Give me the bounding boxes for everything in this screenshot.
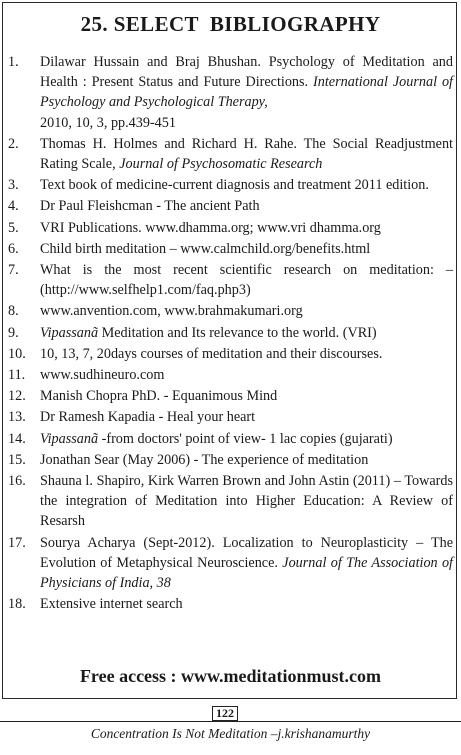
- entry-segment: Shauna l. Shapiro, Kirk Warren Brown and John Astin (2011) – Towards the integration of Meditation into Higher Education: A Review of Resarsh: [40, 473, 453, 530]
- entry-segment: Child birth meditation – www.calmchild.org/benefits.html: [40, 240, 371, 257]
- entry-text: [40, 323, 453, 343]
- entry-number: 8.: [8, 303, 19, 320]
- entry-number: 14.: [8, 430, 26, 447]
- entry-text: [40, 260, 453, 300]
- bibliography-entry: [8, 52, 453, 133]
- entry-segment: Thomas H. Holmes and Richard H. Rahe. The Social Readjustment Rating Scale,: [40, 135, 453, 173]
- entry-segment: Dr Ramesh Kapadia - Heal your heart: [40, 409, 256, 426]
- bibliography-entry: [8, 218, 453, 238]
- entry-segment: Dr Paul Fleishcman - The ancient Path: [40, 198, 260, 215]
- entry-segment: -from doctors' point of view- 1 lac copies (gujarati): [98, 430, 393, 447]
- entry-segment: Meditation and Its relevance to the world. (VRI): [98, 324, 377, 341]
- entry-segment: www.anvention.com, www.brahmakumari.org: [40, 303, 303, 320]
- entry-italic-segment: Journal of The Association of Physicians of India, 38: [40, 554, 453, 592]
- entry-text: [40, 218, 453, 238]
- bibliography-entry: [8, 594, 453, 614]
- entry-text: [40, 429, 453, 449]
- entry-segment: 2010, 10, 3, pp.439-451: [40, 114, 176, 131]
- page-title: 25. SELECT BIBLIOGRAPHY: [80, 12, 381, 36]
- bibliography-entry: [8, 175, 453, 195]
- entry-segment: Text book of medicine-current diagnosis and treatment 2011 edition.: [40, 177, 429, 194]
- free-access-line: Free access : www.meditationmust.com: [79, 666, 382, 686]
- entry-text: [40, 594, 453, 614]
- bibliography-entry: [8, 365, 453, 385]
- entry-segment: Dilawar Hussain and Braj Bhushan. Psychology of Meditation and Health : Present Status and Future Directions.: [40, 54, 453, 91]
- entry-text: [40, 239, 453, 259]
- bibliography-entry: [8, 450, 453, 470]
- bibliography-entry: [8, 301, 453, 321]
- entry-number: 9.: [8, 324, 19, 341]
- entry-text: [40, 134, 453, 174]
- entry-text: [40, 450, 453, 470]
- entry-segment: Extensive internet search: [40, 596, 183, 613]
- bibliography-entry: [8, 260, 453, 300]
- bibliography-entry: [8, 239, 453, 259]
- entry-segment: 10, 13, 7, 20days courses of meditation and their discourses.: [40, 345, 383, 362]
- entry-italic-segment: Journal of Psychosomatic Research: [119, 156, 323, 173]
- entry-number: 5.: [8, 219, 19, 236]
- entry-italic-segment: Vipassanã: [40, 430, 99, 447]
- entry-segment: Manish Chopra PhD. - Equanimous Mind: [40, 388, 278, 405]
- bibliography-entry: [8, 386, 453, 406]
- entry-number: 10.: [8, 345, 26, 362]
- entry-number: 15.: [8, 451, 26, 468]
- bibliography-entry: [8, 471, 453, 532]
- footer-divider: [0, 721, 461, 722]
- running-footer: Concentration Is Not Meditation –j.krishanamurthy: [90, 726, 371, 741]
- entry-segment: VRI Publications. www.dhamma.org; www.vri dhamma.org: [40, 219, 381, 236]
- entry-number: 16.: [8, 473, 26, 490]
- entry-text: [40, 52, 453, 133]
- entry-text: [40, 365, 453, 385]
- entry-number: 13.: [8, 409, 26, 426]
- entry-text: [40, 471, 453, 532]
- entry-segment: What is the most recent scientific research on meditation: – (http://www.selfhelp1.com/faq.php3): [40, 262, 453, 299]
- entry-text: [40, 196, 453, 216]
- entry-italic-segment: International Journal of Psychology and Psychological Therapy,: [40, 74, 453, 111]
- bibliography-entry: [8, 196, 453, 216]
- entry-number: 18.: [8, 596, 26, 613]
- entry-number: 12.: [8, 388, 26, 405]
- bibliography-entry: [8, 533, 453, 594]
- entry-number: 17.: [8, 534, 26, 551]
- entry-number: 7.: [8, 262, 19, 279]
- entry-number: 3.: [8, 177, 19, 194]
- bibliography-entry: [8, 429, 453, 449]
- bibliography-entry: [8, 407, 453, 427]
- entry-text: [40, 175, 453, 195]
- entry-text: [40, 301, 453, 321]
- entry-text: [40, 407, 453, 427]
- entry-segment: Jonathan Sear (May 2006) - The experience of meditation: [40, 451, 369, 468]
- entry-number: 4.: [8, 198, 19, 215]
- entry-text: [40, 386, 453, 406]
- bibliography-entry: [8, 323, 453, 343]
- entry-number: 2.: [8, 135, 19, 152]
- entry-number: 6.: [8, 240, 19, 257]
- bibliography-entry: [8, 344, 453, 364]
- entry-text: [40, 533, 453, 594]
- entry-segment: Sourya Acharya (Sept-2012). Localization to Neuroplasticity – The Evolution of Metaphysical Neuroscience.: [40, 534, 453, 571]
- bibliography-entry: [8, 134, 453, 174]
- entry-number: 1.: [8, 54, 19, 70]
- entry-text: [40, 344, 453, 364]
- entry-number: 11.: [8, 367, 26, 384]
- entry-segment: www.sudhineuro.com: [40, 367, 165, 384]
- bibliography-list: [8, 52, 453, 615]
- page-number: 122: [212, 706, 238, 721]
- entry-italic-segment: Vipassanã: [40, 324, 99, 341]
